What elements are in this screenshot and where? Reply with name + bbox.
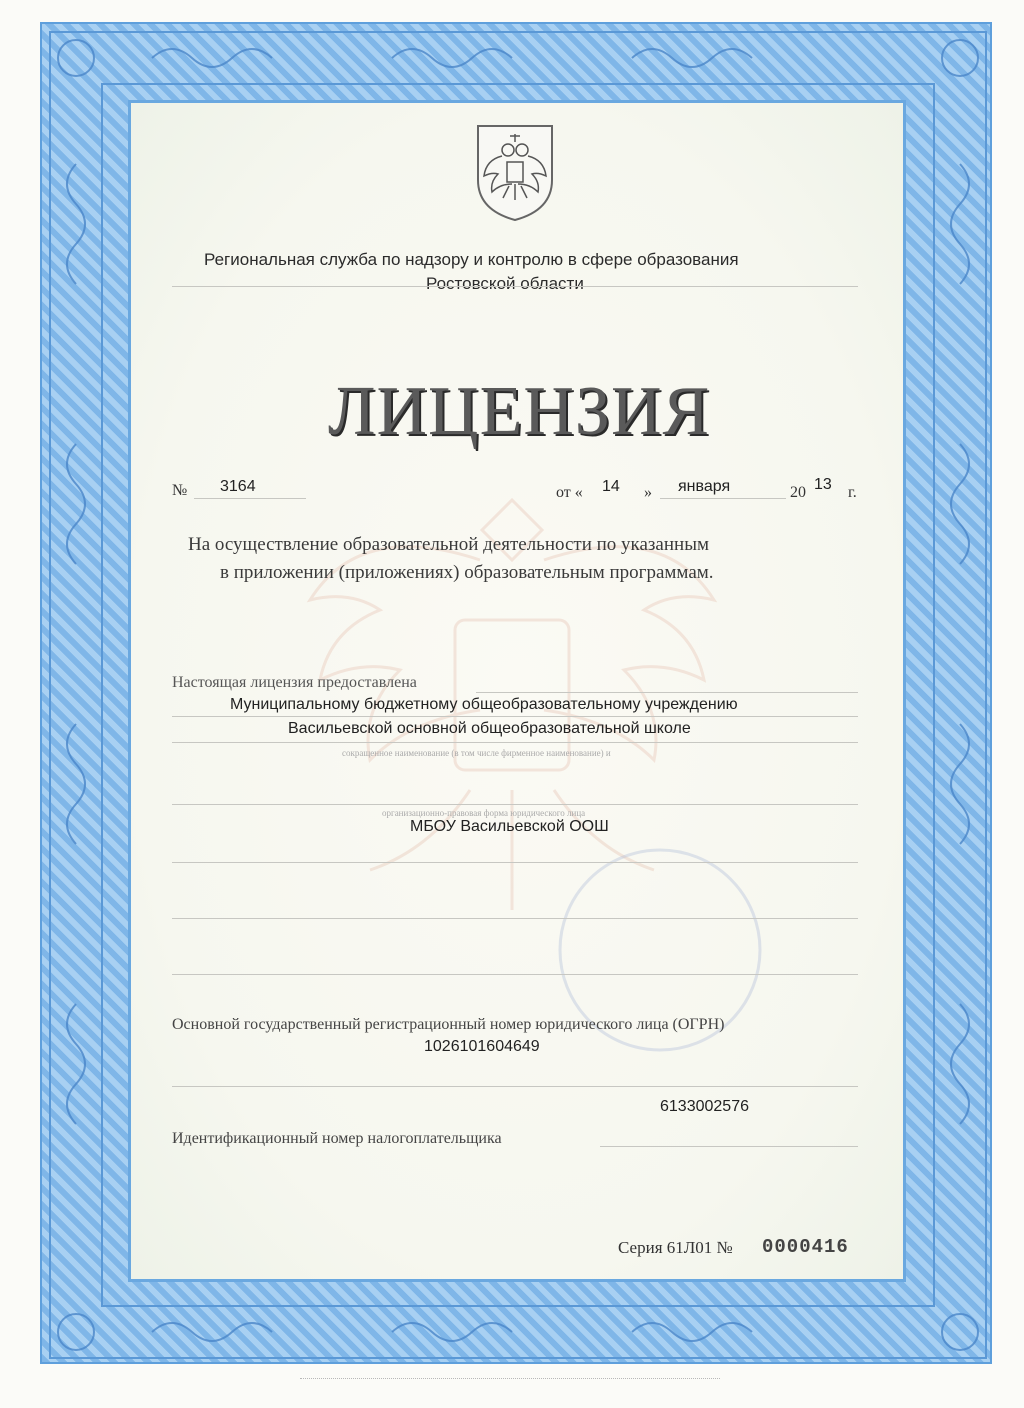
authority-line-1: Региональная служба по надзору и контролю в сфере образования <box>204 250 739 269</box>
org-underline-1 <box>172 716 858 717</box>
month-underline <box>660 498 786 499</box>
short-name: МБОУ Васильевской ООШ <box>410 818 609 835</box>
number-underline <box>194 498 306 499</box>
granted-label: Настоящая лицензия предоставлена <box>172 674 417 691</box>
ogrn-underline <box>172 1086 858 1087</box>
printer-imprint <box>300 1378 720 1385</box>
inn-label: Идентификационный номер налогоплательщика <box>172 1130 502 1147</box>
inn-underline <box>600 1146 858 1147</box>
org-name-line-1: Муниципальному бюджетному общеобразовательному учреждению <box>230 696 738 713</box>
coat-of-arms-icon <box>474 122 556 222</box>
license-number: 3164 <box>220 478 256 495</box>
series-label: Серия 61Л01 № <box>618 1238 733 1257</box>
date-open-label: от « <box>556 484 583 501</box>
number-sign: № <box>172 482 188 499</box>
series-number: 0000416 <box>762 1236 849 1258</box>
date-day: 14 <box>602 478 620 495</box>
date-day-close: » <box>644 484 652 501</box>
year-suffix: 13 <box>814 476 832 493</box>
inn-value: 6133002576 <box>660 1098 749 1115</box>
hint-short-name: сокращенное наименование (в том числе фирменное наименование) и <box>342 748 611 758</box>
purpose-line-2: в приложении (приложениях) образовательным программам. <box>220 562 714 583</box>
granted-underline <box>476 692 858 693</box>
ogrn-label: Основной государственный регистрационный номер юридического лица (ОГРН) <box>172 1016 725 1033</box>
org-name-line-2: Васильевской основной общеобразовательной школе <box>288 720 691 737</box>
purpose-line-1: На осуществление образовательной деятельности по указанным <box>188 534 709 555</box>
blank-underline-2 <box>172 862 858 863</box>
blank-underline-3 <box>172 918 858 919</box>
year-prefix: 20 <box>790 484 806 501</box>
year-mark: г. <box>848 484 857 501</box>
hint-legal-form: организационно-правовая форма юридического лица <box>382 808 586 818</box>
blank-underline-4 <box>172 974 858 975</box>
date-month: января <box>678 478 731 495</box>
authority-line-2: Ростовской области <box>426 274 584 293</box>
blank-underline-1 <box>172 804 858 805</box>
authority-underline <box>172 286 858 287</box>
ogrn-value: 1026101604649 <box>424 1038 540 1055</box>
org-underline-2 <box>172 742 858 743</box>
license-title: ЛИЦЕНЗИЯ <box>328 373 711 450</box>
